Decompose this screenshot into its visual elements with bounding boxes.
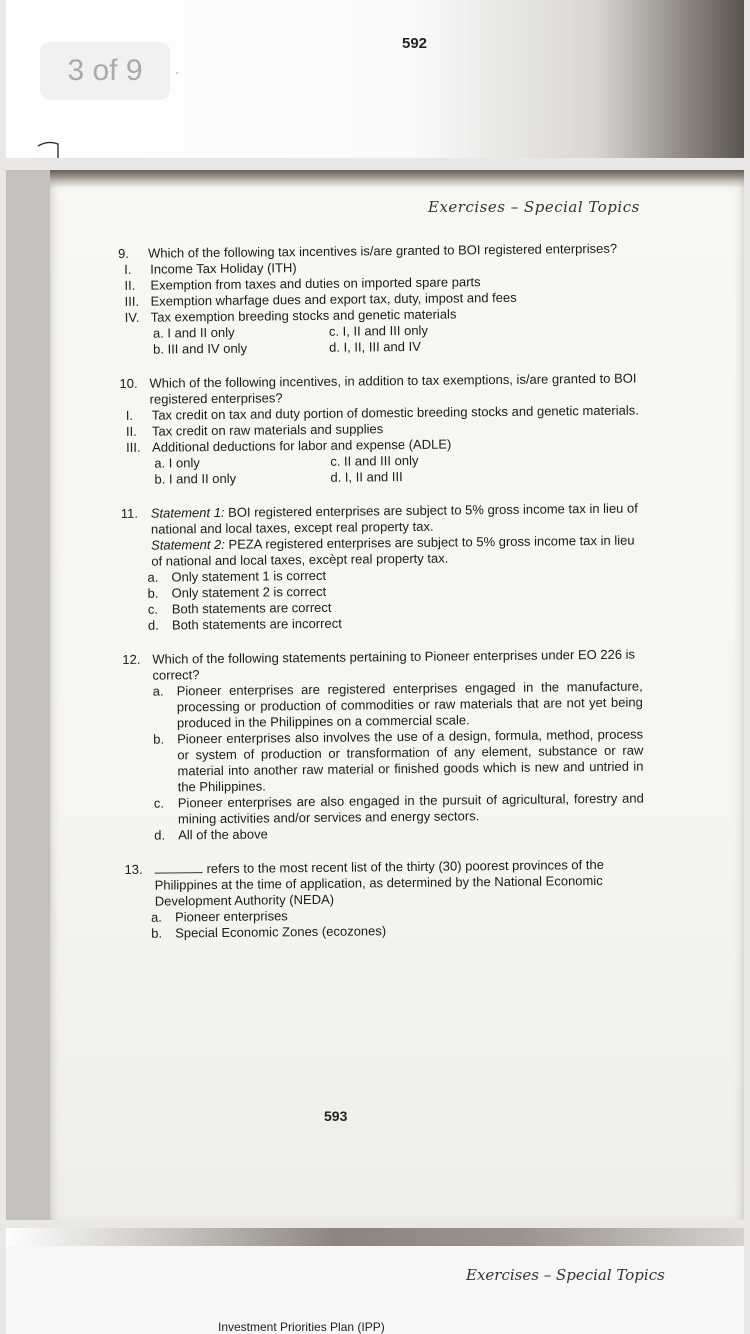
roman-item: Tax exemption breeding stocks and genetic materials	[150, 306, 457, 325]
page-header: Exercises – Special Topics	[428, 198, 640, 216]
option-text: Pioneer enterprises are also engaged in the pursuit of agricultural, forestry and mining activities and/or services and energy sectors.	[177, 790, 644, 827]
statement-1-label: Statement 1:	[150, 504, 225, 521]
roman-item: Exemption from taxes and duties on imported spare parts	[150, 274, 481, 293]
roman-numeral: I.	[125, 407, 134, 423]
option-text: Only statement 1 is correct	[171, 567, 327, 585]
option-text: Pioneer enterprises also involves the use of a design, formula, method, process or system of production or transformation of any element, substance or raw material into another raw material or finished goods which is new and untried in the Philippines.	[177, 726, 644, 795]
option-text: Only statement 2 is correct	[171, 583, 327, 601]
option-letter: c.	[147, 601, 159, 617]
option-letter: b.	[147, 585, 159, 601]
option-letter: d.	[147, 617, 159, 633]
roman-numeral: III.	[124, 293, 140, 309]
option-a: a. I only	[154, 455, 200, 471]
question-text: Which of the following incentives, in addition to tax exemptions, is/are granted to BOI registered enterprises?	[149, 370, 637, 407]
roman-numeral: II.	[124, 277, 136, 293]
question-text: Which of the following tax incentives is/are granted to BOI registered enterprises?	[147, 240, 618, 261]
divider-dot	[176, 72, 178, 74]
page-curl-icon	[36, 136, 66, 158]
option-letter: a.	[152, 683, 164, 699]
main-page	[6, 170, 744, 1220]
statement-2-text: PEZA registered enterprises are subject to 5% gross income tax in lieu of national and local taxes, excèpt real property tax.	[151, 532, 635, 569]
fill-in-blank	[155, 872, 203, 874]
roman-item: Exemption wharfage dues and export tax, duty, impost and fees	[150, 289, 517, 309]
question-13	[124, 857, 645, 942]
question-12	[122, 647, 644, 844]
question-text: Which of the following statements pertaining to Pioneer enterprises under EO 226 is correct?	[152, 646, 636, 683]
option-letter: c.	[153, 795, 165, 811]
roman-numeral: I.	[124, 261, 132, 277]
question-number: 12.	[122, 651, 141, 667]
roman-item: Tax credit on raw materials and supplies	[151, 421, 384, 439]
roman-item: Income Tax Holiday (ITH)	[150, 260, 297, 277]
statement-2-label: Statement 2:	[151, 536, 225, 553]
option-text: Pioneer enterprises	[174, 908, 288, 925]
roman-item: Additional deductions for labor and expense (ADLE)	[152, 436, 452, 455]
option-d: d. I, II and III	[330, 469, 403, 485]
option-a: a. I and II only	[152, 324, 235, 341]
option-letter: d.	[154, 827, 166, 843]
question-number: 13.	[124, 861, 143, 877]
questions-content	[118, 241, 645, 960]
question-text: refers to the most recent list of the thirty (30) poorest provinces of the Philippines at the time of application, as determined by the National Economic Development Authority (NEDA)	[154, 856, 604, 909]
question-number: 9.	[118, 245, 130, 261]
question-10	[119, 371, 640, 488]
option-letter: b.	[151, 925, 163, 941]
option-text: All of the above	[178, 826, 268, 843]
option-d: d. I, II, III and IV	[328, 338, 421, 355]
option-text: Special Economic Zones (ecozones)	[175, 923, 387, 941]
page-indicator: 3 of 9	[40, 42, 170, 100]
option-letter: a.	[150, 909, 162, 925]
page-top-shadow	[50, 170, 744, 188]
roman-numeral: III.	[126, 439, 141, 455]
page-number: 593	[324, 1108, 348, 1124]
option-c: c. I, II and III only	[328, 322, 428, 339]
next-page-shadow	[6, 1228, 744, 1246]
option-b: b. I and II only	[154, 470, 237, 487]
roman-item: Tax credit on tax and duty portion of domestic breeding stocks and genetic materials.	[151, 402, 639, 423]
option-text: Both statements are correct	[171, 599, 332, 617]
next-page-header: Exercises – Special Topics	[466, 1266, 665, 1284]
option-c: c. II and III only	[330, 452, 419, 469]
question-number: 10.	[119, 375, 138, 391]
option-letter: a.	[147, 569, 159, 585]
next-page	[6, 1228, 744, 1334]
question-11	[121, 501, 642, 634]
statement-1-text: BOI registered enterprises are subject to 5% gross income tax in lieu of national and local taxes, except real property tax.	[150, 500, 638, 537]
option-text: Both statements are incorrect	[171, 615, 342, 633]
option-letter: b.	[153, 731, 165, 747]
option-text: Pioneer enterprises are registered enterprises engaged in the manufacture, processing or production of commodities or raw materials that are not yet being produced in the Philippines on a commercial scale.	[176, 678, 643, 731]
roman-numeral: II.	[125, 423, 137, 439]
question-9	[118, 241, 639, 358]
next-page-partial-text: Investment Priorities Plan (IPP)	[218, 1320, 385, 1334]
top-page-number: 592	[402, 35, 428, 52]
roman-numeral: IV.	[124, 309, 140, 325]
question-number: 11.	[120, 505, 138, 521]
option-b: b. III and IV only	[153, 340, 248, 357]
